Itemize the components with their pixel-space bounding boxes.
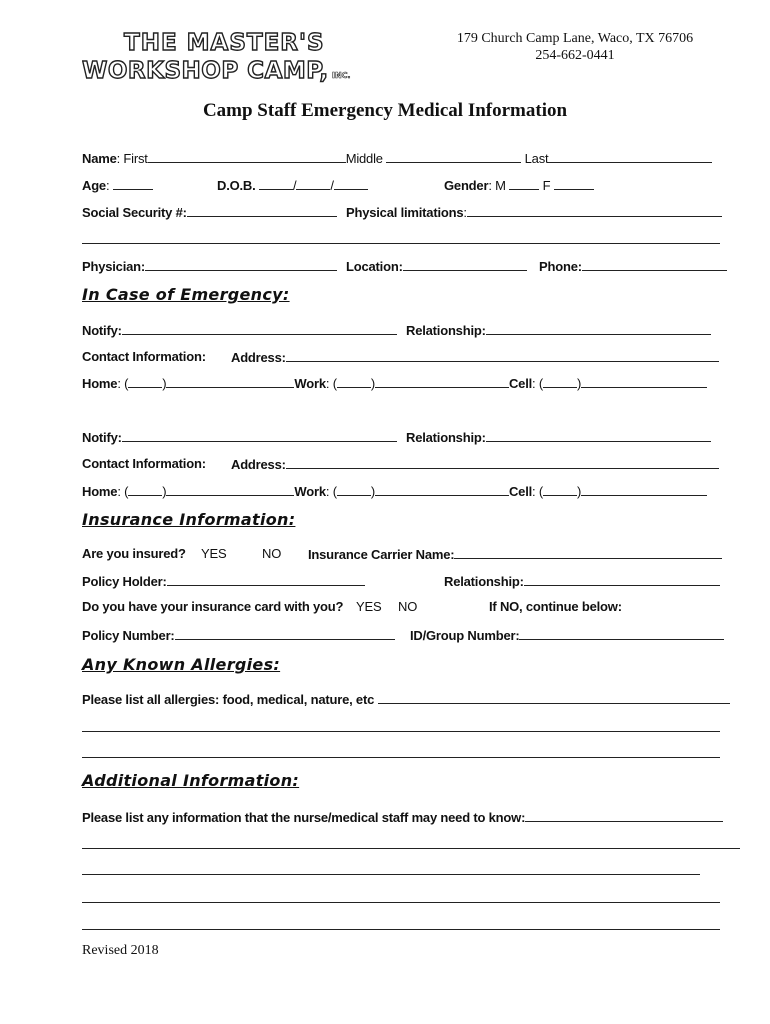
physician-phone-field[interactable] [582,258,727,271]
address-field-2[interactable] [286,456,719,469]
card-yes[interactable]: YES [356,599,382,614]
address-label: Address: [231,457,286,472]
address-row-1 [231,349,719,365]
notify-field-2[interactable] [122,429,397,442]
allergies-prompt: Please list all allergies: food, medical, nature, etc [82,692,375,707]
address-row-2 [231,456,719,472]
middle-name-field[interactable] [386,150,521,163]
carrier-field[interactable] [454,546,722,559]
location-row [346,258,527,274]
notify-row-2 [82,429,397,445]
cell-phone-field-2[interactable] [581,483,707,496]
physician-field[interactable] [145,258,337,271]
gender-f-label: F [542,178,551,193]
logo-suffix: INC. [332,71,351,80]
insured-label: Are you insured? [82,546,186,561]
gender-f-field[interactable] [554,177,594,190]
logo-line1: THE MASTER'S [124,30,325,56]
notify-row-1 [82,322,397,338]
logo-line2: WORKSHOP CAMP, [82,58,329,84]
age-row: Age: [82,177,153,193]
insured-row [82,546,186,561]
holder-relationship-label: Relationship: [444,574,524,589]
work-label: Work [294,376,326,391]
card-no[interactable]: NO [398,599,418,614]
ssn-label: Social Security #: [82,205,187,220]
location-field[interactable] [403,258,527,271]
notify-label: Notify: [82,430,122,445]
last-label: Last [524,151,549,166]
group-number-row [410,627,724,643]
camp-phone: 254-662-0441 [535,48,615,63]
relationship-row-1 [406,322,711,338]
name-label: Name [82,151,117,166]
additional-heading: Additional Information: [82,771,300,790]
home-area-field-2[interactable] [128,483,162,496]
holder-relationship-row [444,573,720,589]
contact-row-1 [82,349,206,364]
home-area-field-1[interactable] [128,375,162,388]
work-label: Work [294,484,326,499]
allergies-field[interactable] [378,691,730,704]
work-area-field-2[interactable] [337,483,371,496]
gender-label: Gender [444,178,489,193]
page-title: Camp Staff Emergency Medical Information [202,100,568,121]
ssn-field[interactable] [187,204,337,217]
cell-area-field-2[interactable] [543,483,577,496]
age-field[interactable] [113,177,153,190]
physical-row: Physical limitations: [346,204,722,220]
work-phone-field-2[interactable] [375,483,509,496]
emergency-heading: In Case of Emergency: [82,285,290,304]
additional-row [82,809,723,825]
dob-month-field[interactable] [259,177,293,190]
relationship-field-1[interactable] [486,322,711,335]
ssn-row [82,204,337,220]
gender-m-field[interactable] [509,177,539,190]
physical-label: Physical limitations [346,205,464,220]
first-name-field[interactable] [148,150,346,163]
address-label: Address: [231,350,286,365]
additional-line-5[interactable] [82,929,720,930]
insured-yes[interactable]: YES [201,546,227,561]
contact-label: Contact Information: [82,349,206,364]
gender-row [444,177,594,193]
holder-row [82,573,365,589]
relationship-field-2[interactable] [486,429,711,442]
address-field-1[interactable] [286,349,719,362]
cell-phone-field-1[interactable] [581,375,707,388]
dob-year-field[interactable] [334,177,368,190]
additional-line-2[interactable] [82,848,740,849]
camp-address: 179 Church Camp Lane, Waco, TX 76706 [456,31,694,46]
card-row [82,599,343,614]
carrier-row [308,546,722,562]
holder-label: Policy Holder: [82,574,167,589]
if-no-note: If NO, continue below: [489,599,622,614]
middle-label: Middle [345,151,383,166]
carrier-label: Insurance Carrier Name: [308,547,455,562]
location-label: Location: [346,259,403,274]
phone-row [539,258,727,274]
additional-prompt: Please list any information that the nurse/medical staff may need to know: [82,810,526,825]
allergies-line-3[interactable] [82,757,720,758]
additional-line-3[interactable] [82,874,700,875]
cell-label: Cell [508,484,533,499]
additional-field[interactable] [525,809,723,822]
first-label: : First [116,151,148,166]
last-name-field[interactable] [548,150,712,163]
dob-label: D.O.B. [217,178,256,193]
phones-row-2: Home: ( ) Work: ( ) Cell: ( ) [82,483,707,499]
age-label: Age [82,178,106,193]
insurance-heading: Insurance Information: [82,510,296,529]
gender-m-label: : M [488,178,506,193]
notify-field-1[interactable] [122,322,397,335]
physical-field[interactable] [467,204,722,217]
cell-label: Cell [508,376,533,391]
home-phone-field-1[interactable] [166,375,294,388]
relationship-row-2 [406,429,711,445]
allergies-line-2[interactable] [82,731,720,732]
name-row [82,150,712,166]
allergies-heading: Any Known Allergies: [82,655,281,674]
holder-field[interactable] [167,573,365,586]
policy-number-row [82,627,395,643]
policy-number-label: Policy Number: [82,628,175,643]
physician-label: Physician: [82,259,146,274]
home-phone-field-2[interactable] [166,483,294,496]
work-phone-field-1[interactable] [375,375,509,388]
group-number-label: ID/Group Number: [410,628,520,643]
phones-row-1: Home: ( ) Work: ( ) Cell: ( ) [82,375,707,391]
notify-label: Notify: [82,323,122,338]
relationship-label: Relationship: [406,430,486,445]
phone-label: Phone: [539,259,582,274]
card-label: Do you have your insurance card with you? [82,599,344,614]
physician-row [82,258,337,274]
allergies-row [82,691,730,707]
dob-day-field[interactable] [296,177,330,190]
camp-logo [82,28,357,86]
home-label: Home [82,376,118,391]
policy-number-field[interactable] [175,627,395,640]
home-label: Home [82,484,118,499]
contact-label: Contact Information: [82,456,206,471]
work-area-field-1[interactable] [337,375,371,388]
holder-relationship-field[interactable] [524,573,720,586]
additional-line-4[interactable] [82,902,720,903]
contact-row-2 [82,456,206,471]
relationship-label: Relationship: [406,323,486,338]
group-number-field[interactable] [519,627,724,640]
cell-area-field-1[interactable] [543,375,577,388]
dob-row: D.O.B. / / [217,177,368,193]
camp-address-block [420,30,730,64]
physical-extra-line[interactable] [82,243,720,244]
insured-no[interactable]: NO [262,546,282,561]
revision-note: Revised 2018 [82,943,159,958]
